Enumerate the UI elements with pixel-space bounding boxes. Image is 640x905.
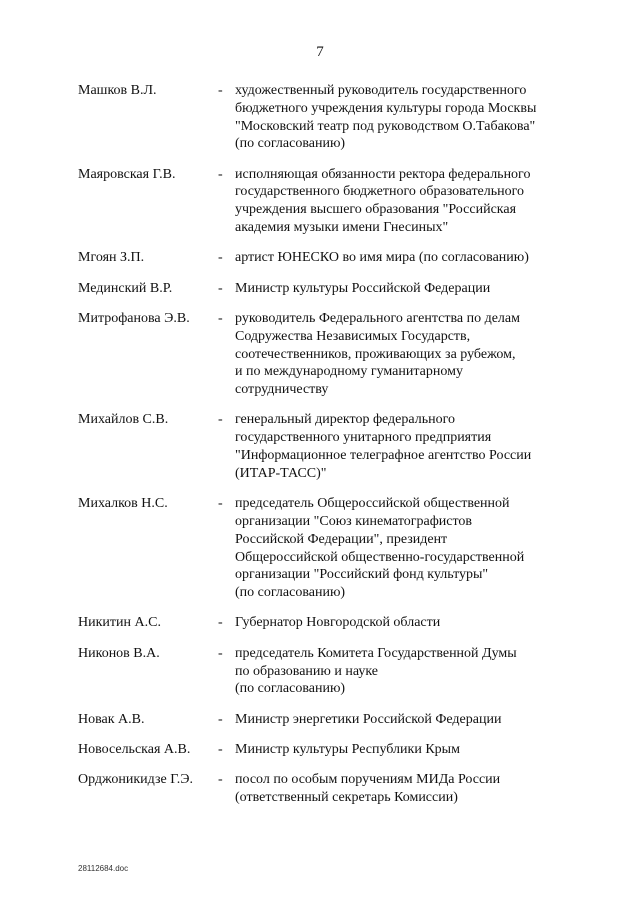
- page-number: 7: [316, 44, 324, 60]
- list-item: [78, 645, 578, 698]
- member-name: Новак А.В.: [78, 711, 145, 727]
- member-position: исполняющая обязанности ректора федерального государственного бюджетного образовательного учреждения высшего образования "Российская академия музыки имени Гнесиных": [235, 166, 531, 236]
- separator-dash: -: [218, 645, 223, 661]
- member-name: Никитин А.С.: [78, 615, 161, 631]
- member-name: Орджоникидзе Г.Э.: [78, 772, 193, 788]
- member-name: Никонов В.А.: [78, 645, 160, 661]
- list-item: [78, 166, 578, 237]
- list-item: [78, 310, 578, 399]
- member-position: Министр энергетики Российской Федерации: [235, 711, 502, 727]
- separator-dash: -: [218, 280, 223, 296]
- member-position: артист ЮНЕСКО во имя мира (по согласованию): [235, 250, 529, 266]
- member-position: Министр культуры Республики Крым: [235, 741, 460, 757]
- separator-dash: -: [218, 496, 223, 512]
- list-item: [78, 614, 578, 632]
- separator-dash: -: [218, 250, 223, 266]
- separator-dash: -: [218, 412, 223, 428]
- member-name: Маяровская Г.В.: [78, 166, 176, 182]
- separator-dash: -: [218, 741, 223, 757]
- list-item: [78, 82, 578, 153]
- member-name: Мгоян З.П.: [78, 250, 145, 266]
- separator-dash: -: [218, 772, 223, 788]
- member-position: председатель Комитета Государственной Думы по образованию и науке (по согласованию): [235, 645, 517, 697]
- list-item: [78, 741, 578, 759]
- separator-dash: -: [218, 83, 223, 98]
- separator-dash: -: [218, 310, 223, 326]
- member-position: посол по особым поручениям МИДа России (ответственный секретарь Комиссии): [235, 772, 501, 805]
- member-name: Михалков Н.С.: [78, 496, 168, 512]
- member-position: председатель Общероссийской общественной организации "Союз кинематографистов Российской Федерации", президент Общероссийской общественно-государственной организации "Российский фонд культуры" (по согласованию): [235, 496, 525, 601]
- separator-dash: -: [218, 166, 223, 182]
- member-name: Мединский В.Р.: [78, 280, 173, 296]
- member-name: Митрофанова Э.В.: [78, 310, 190, 326]
- list-item: [78, 411, 578, 482]
- member-position: Министр культуры Российской Федерации: [235, 280, 491, 296]
- member-position: руководитель Федерального агентства по делам Содружества Независимых Государств, соотечественников, проживающих за рубежом, и по международному гуманитарному сотрудничеству: [235, 310, 520, 398]
- member-position: генеральный директор федерального государственного унитарного предприятия "Информационное телеграфное агентство России (ИТАР-ТАСС)": [235, 412, 532, 481]
- separator-dash: -: [218, 615, 223, 631]
- list-item: [78, 771, 578, 807]
- separator-dash: -: [218, 711, 223, 727]
- member-position: художественный руководитель государственного бюджетного учреждения культуры города Москвы "Московский театр под руководством О.Табакова" (по согласованию): [235, 83, 537, 152]
- member-list: [78, 82, 578, 819]
- member-name: Михайлов С.В.: [78, 412, 169, 428]
- member-name: Машков В.Л.: [78, 83, 157, 98]
- member-position: Губернатор Новгородской области: [235, 615, 441, 631]
- member-name: Новосельская А.В.: [78, 741, 191, 757]
- list-item: [78, 711, 578, 729]
- document-filename: 28112684.doc: [78, 864, 129, 873]
- list-item: [78, 280, 578, 298]
- list-item: [78, 249, 578, 267]
- list-item: [78, 495, 578, 602]
